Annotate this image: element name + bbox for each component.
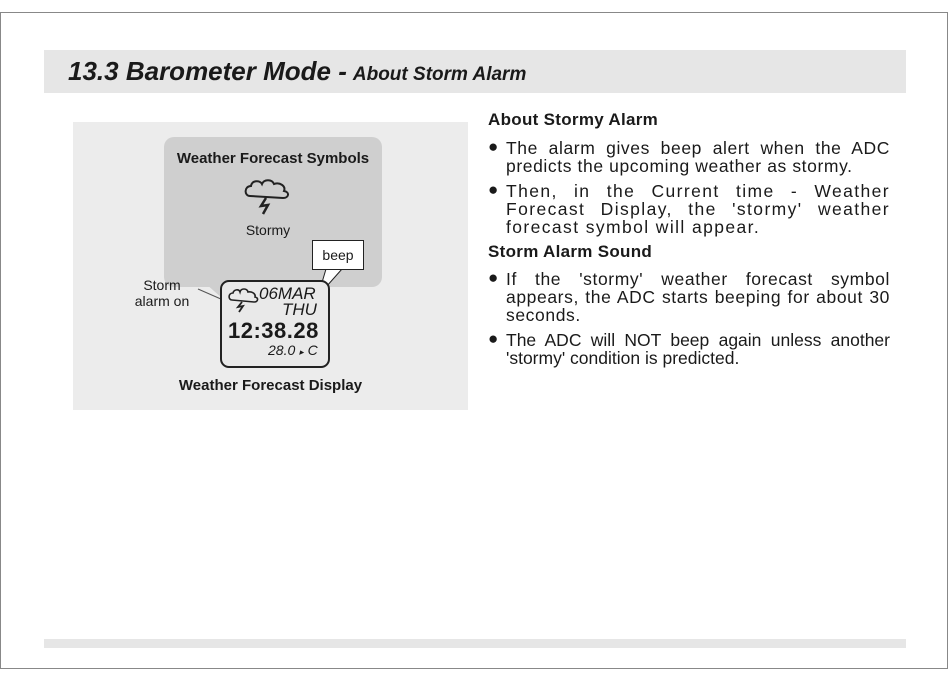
bullet-dot-icon: ● bbox=[488, 329, 499, 348]
bullet-text: The ADC will NOT beep again unless another 'stormy' condition is predicted. bbox=[506, 330, 890, 368]
bullet-text: If the 'stormy' weather forecast symbol appears, the ADC starts beeping for about 30 seconds. bbox=[506, 269, 890, 325]
beep-callout: beep bbox=[312, 240, 364, 270]
bullet-dot-icon: ● bbox=[488, 180, 499, 199]
bullet-text: Then, in the Current time - Weather Forecast Display, the 'stormy' weather forecast symbol will appear. bbox=[506, 181, 890, 237]
section-heading-sound: Storm Alarm Sound bbox=[488, 242, 653, 261]
bullet-item bbox=[488, 331, 890, 367]
footer-bar bbox=[44, 639, 906, 648]
bullet-item bbox=[488, 139, 890, 175]
display-temperature bbox=[268, 342, 318, 358]
symbol-label-stormy: Stormy bbox=[245, 222, 291, 238]
bullet-text: The alarm gives beep alert when the ADC predicts the upcoming weather as stormy. bbox=[506, 138, 890, 176]
bullet-item bbox=[488, 270, 890, 324]
title-sub: About Storm Alarm bbox=[352, 64, 527, 85]
display-time: 12:38.28 bbox=[228, 318, 319, 343]
storm-cloud-icon bbox=[244, 178, 292, 223]
temp-value: 28.0 bbox=[268, 342, 296, 358]
page-title bbox=[68, 56, 526, 87]
symbols-title: Weather Forecast Symbols bbox=[176, 150, 370, 167]
title-main: 13.3 Barometer Mode - bbox=[68, 56, 347, 86]
storm-label-line1: Storm bbox=[143, 277, 181, 293]
display-date: 06MAR bbox=[259, 284, 316, 303]
bullet-dot-icon: ● bbox=[488, 137, 499, 156]
section-heading-about: About Stormy Alarm bbox=[488, 110, 659, 129]
display-day: THU bbox=[282, 300, 317, 319]
bullet-item bbox=[488, 182, 890, 236]
storm-label-line2: alarm on bbox=[134, 293, 190, 309]
display-title: Weather Forecast Display bbox=[178, 377, 363, 394]
temp-unit: C bbox=[307, 342, 318, 358]
temp-marker-icon: ▸ bbox=[299, 347, 304, 357]
bullet-dot-icon: ● bbox=[488, 268, 499, 287]
storm-alarm-icon bbox=[228, 288, 260, 319]
text-column bbox=[488, 110, 890, 367]
storm-alarm-label bbox=[122, 277, 202, 309]
